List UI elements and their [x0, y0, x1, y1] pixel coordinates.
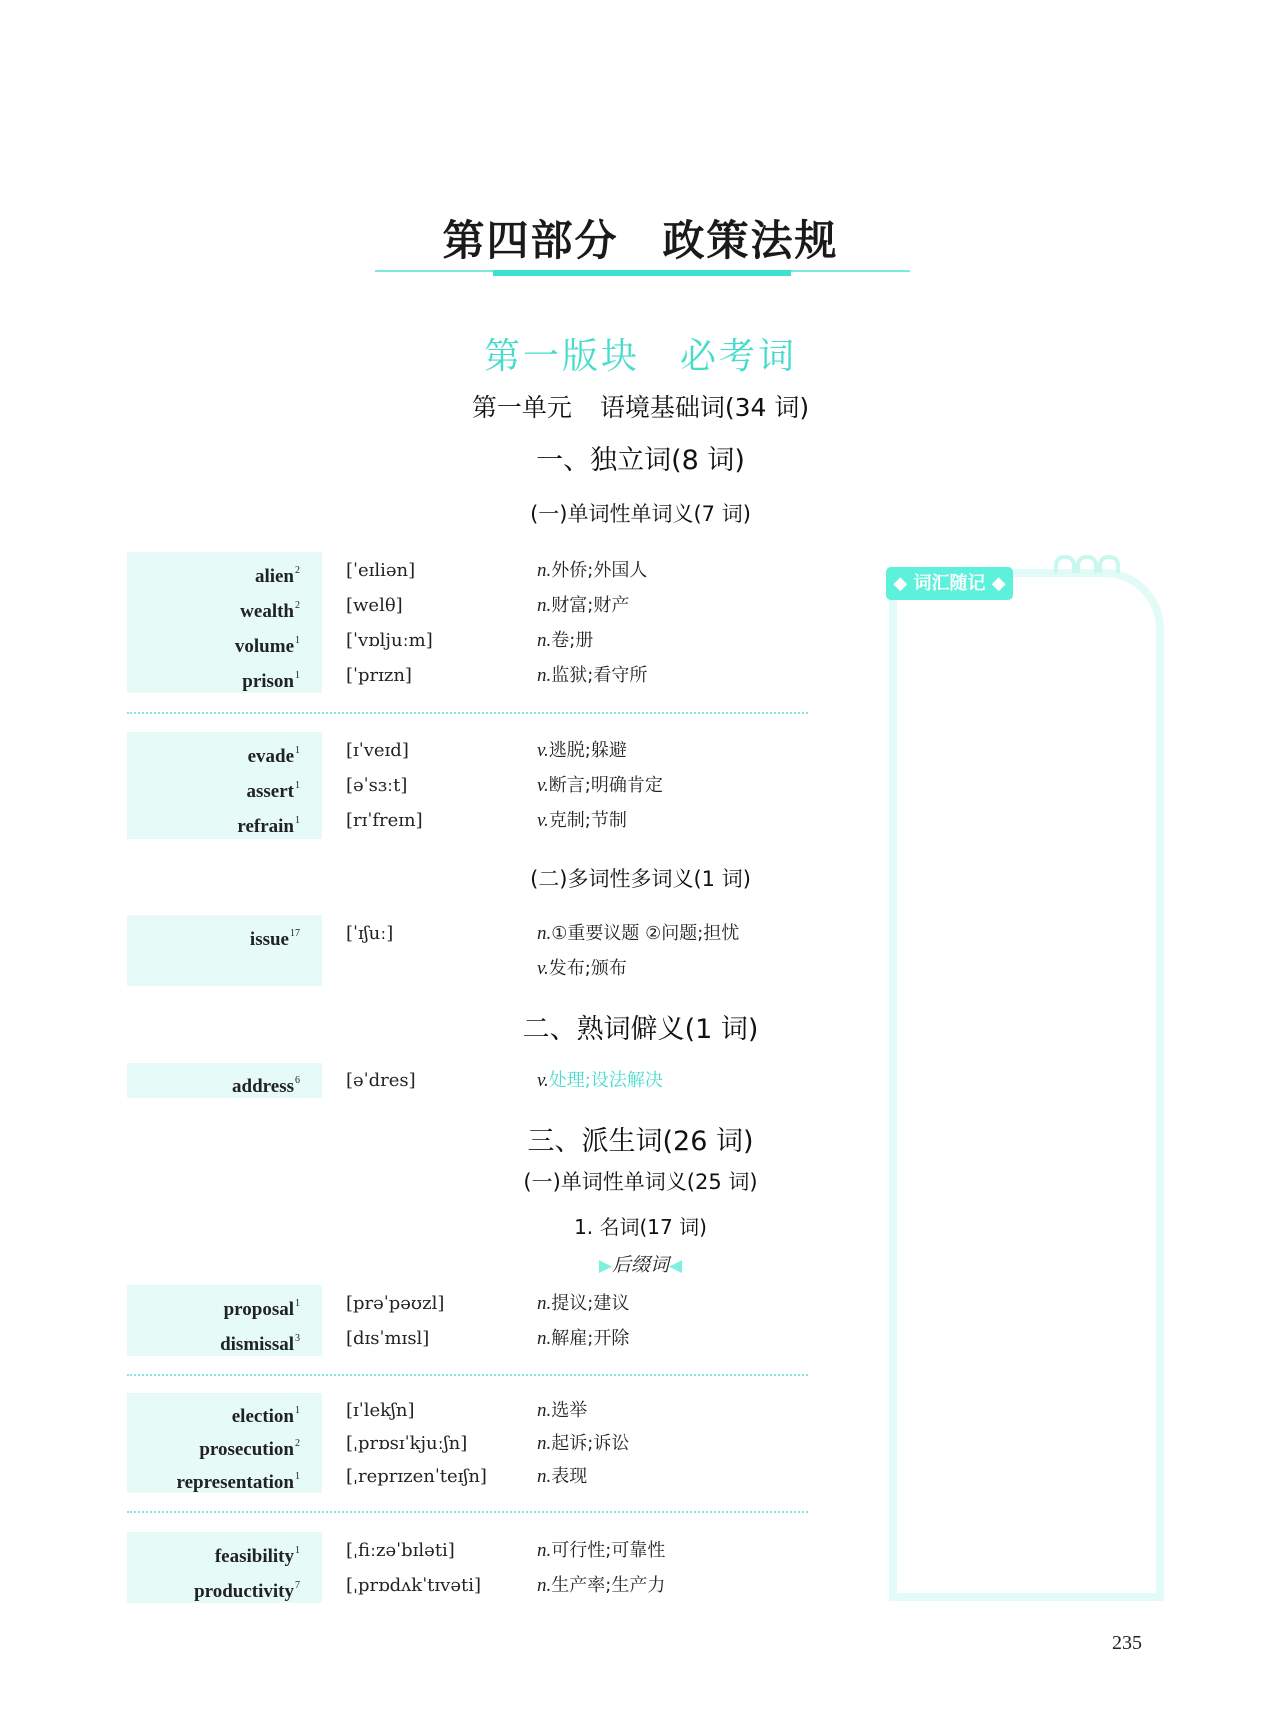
unit-title [0, 388, 1281, 424]
entry-word-text: wealth [240, 600, 294, 622]
meaning-text: 外侨;外国人 [551, 559, 648, 581]
suffix-label-text: 后缀词 [611, 1254, 669, 1276]
part-number: 第四部分 [442, 216, 619, 265]
group-divider [127, 1511, 808, 1513]
part-of-speech: n. [537, 1399, 552, 1421]
entry-word-text: feasibility [214, 1545, 294, 1567]
part-of-speech: n. [537, 1465, 552, 1487]
meaning-text: 起诉;诉讼 [551, 1432, 630, 1454]
entry-meaning [537, 916, 739, 951]
section-heading-derived: 三、派生词(26 词) [527, 1126, 754, 1157]
triangle-right-icon: ▶ [598, 1256, 612, 1276]
entry-word [242, 658, 300, 699]
meaning-text: 选举 [551, 1399, 588, 1421]
entry-meaning [537, 1568, 665, 1603]
section-heading-independent: 一、独立词(8 词) [536, 445, 745, 476]
entry-phonetic: [əˈsɜːt] [346, 775, 408, 796]
vocab-group [127, 1063, 827, 1098]
meaning-text: ①重要议题 ②问题;担忧 [551, 922, 740, 944]
meaning-text: 处理;设法解决 [548, 1070, 663, 1091]
part-title [0, 208, 1281, 268]
part-of-speech: v. [537, 740, 549, 761]
meaning-text: 卷;册 [551, 629, 594, 651]
entry-word-text: address [232, 1076, 294, 1097]
frequency-count: 2 [295, 564, 300, 576]
entry-meaning [537, 1321, 629, 1356]
entry-phonetic: [əˈdres] [346, 1070, 416, 1091]
entry-meaning [537, 803, 627, 838]
frequency-count: 3 [295, 1332, 300, 1344]
frequency-count: 1 [295, 634, 300, 646]
diamond-icon: ◆ [991, 573, 1006, 594]
part-of-speech: n. [537, 1539, 552, 1561]
entry-meaning [537, 1394, 587, 1427]
entry-word-text: prosecution [199, 1438, 294, 1460]
part-of-speech: n. [537, 922, 552, 944]
entry-phonetic: [prəˈpəʊzl] [346, 1292, 445, 1314]
entry-word-text: volume [234, 635, 294, 657]
entry-word-text: alien [254, 565, 294, 587]
meaning-text: 监狱;看守所 [551, 664, 648, 686]
meaning-text: 提议;建议 [551, 1292, 630, 1314]
frequency-count: 1 [295, 1470, 300, 1482]
entry-word [176, 1460, 300, 1499]
binder-ring-icon [1076, 555, 1098, 573]
entry-word-text: refrain [237, 816, 294, 837]
subsection-heading: (二)多词性多词义(1 词) [530, 867, 751, 891]
frequency-count: 2 [295, 1437, 300, 1449]
frequency-count: 1 [295, 669, 300, 681]
meaning-text: 逃脱;躲避 [548, 740, 627, 761]
entry-meaning [537, 1063, 663, 1098]
entry-phonetic: [ˈprɪzn] [346, 664, 412, 686]
vocab-group [127, 1393, 827, 1493]
subsection-heading: (一)单词性单词义(25 词) [523, 1170, 758, 1194]
binder-ring-icon [1054, 555, 1076, 573]
entry-word-text: election [231, 1405, 294, 1427]
frequency-count: 1 [295, 780, 300, 791]
vocab-group [127, 915, 827, 986]
entry-phonetic: [ˌreprɪzenˈteɪʃn] [346, 1465, 487, 1487]
frequency-count: 2 [295, 599, 300, 611]
part-of-speech: n. [537, 664, 552, 686]
meaning-text: 断言;明确肯定 [548, 775, 663, 796]
vocab-group [127, 1532, 827, 1603]
entry-meaning [537, 658, 647, 693]
entry-word-text: prison [242, 670, 294, 692]
group-divider [127, 1374, 808, 1376]
entry-phonetic: [ɪˈlekʃn] [346, 1399, 415, 1421]
part-of-speech: v. [537, 1070, 549, 1091]
entry-word-text: representation [176, 1471, 294, 1493]
meaning-text: 解雇;开除 [551, 1327, 630, 1349]
block-number: 第一版块 [483, 336, 640, 377]
entry-word [194, 1568, 300, 1609]
frequency-count: 1 [295, 745, 300, 756]
entry-word-text: assert [246, 781, 294, 802]
part-of-speech: n. [537, 1574, 552, 1596]
binder-ring-icon [1098, 555, 1120, 573]
entry-meaning [537, 733, 627, 768]
entry-word-text: productivity [194, 1580, 294, 1602]
section-heading-rare-meaning: 二、熟词僻义(1 词) [522, 1014, 759, 1045]
entry-word [237, 803, 300, 844]
entry-meaning [537, 623, 593, 658]
entry-meaning [537, 768, 663, 803]
entry-word-text: evade [247, 746, 294, 767]
entry-word-text: dismissal [220, 1333, 294, 1355]
entry-phonetic: [ˌprɒdʌkˈtɪvəti] [346, 1574, 481, 1596]
notes-panel[interactable] [889, 569, 1164, 1601]
entry-phonetic: [ˌprɒsɪˈkjuːʃn] [346, 1432, 468, 1454]
meaning-text: 克制;节制 [548, 810, 627, 831]
entry-meaning [537, 1533, 665, 1568]
entry-meaning [537, 1460, 587, 1493]
meaning-text: 财富;财产 [551, 594, 630, 616]
subsection-heading: (一)单词性单词义(7 词) [530, 502, 751, 526]
diamond-icon: ◆ [893, 573, 908, 594]
frequency-count: 1 [295, 1544, 300, 1556]
entry-phonetic: [ˌfiːzəˈbɪləti] [346, 1539, 455, 1561]
block-title [0, 328, 1281, 379]
entry-meaning [537, 951, 627, 986]
part-of-speech: n. [537, 1327, 552, 1349]
part-of-speech: n. [537, 1292, 552, 1314]
entry-phonetic: [ɪˈveɪd] [346, 740, 409, 761]
subsection-heading-nouns: 1. 名词(17 词) [574, 1215, 707, 1239]
vocab-group [127, 732, 827, 839]
meaning-text: 表现 [551, 1465, 588, 1487]
frequency-count: 1 [295, 1297, 300, 1309]
entry-phonetic: [ˈɪʃuː] [346, 922, 394, 944]
unit-name: 语境基础词(34 词) [599, 393, 810, 422]
title-underline-accent [493, 270, 791, 276]
frequency-count: 1 [295, 815, 300, 826]
notes-panel-label-text: 词汇随记 [913, 573, 986, 594]
frequency-count: 6 [295, 1075, 300, 1086]
page-number: 235 [1112, 1632, 1142, 1654]
part-of-speech: n. [537, 629, 552, 651]
entry-word-text: proposal [223, 1298, 294, 1320]
meaning-text: 生产率;生产力 [551, 1574, 666, 1596]
part-of-speech: v. [537, 810, 549, 831]
entry-word [232, 1063, 300, 1104]
frequency-count: 7 [295, 1579, 300, 1591]
unit-number: 第一单元 [471, 393, 572, 422]
part-of-speech: n. [537, 559, 552, 581]
entry-meaning [537, 553, 647, 588]
entry-phonetic: [welθ] [346, 594, 403, 616]
frequency-count: 1 [295, 1404, 300, 1416]
vocab-group [127, 552, 827, 693]
group-divider [127, 712, 808, 714]
entry-word-text: issue [249, 928, 289, 950]
notes-panel-label [886, 567, 1013, 600]
meaning-text: 可行性;可靠性 [551, 1539, 666, 1561]
entry-phonetic: [ˈvɒljuːm] [346, 629, 433, 651]
part-of-speech: n. [537, 594, 552, 616]
block-name: 必考词 [680, 336, 798, 377]
entry-word [250, 916, 300, 957]
entry-meaning [537, 1286, 629, 1321]
part-of-speech: v. [537, 775, 549, 796]
part-of-speech: n. [537, 1432, 552, 1454]
entry-phonetic: [ˈeɪliən] [346, 559, 416, 581]
entry-phonetic: [rɪˈfreɪn] [346, 810, 423, 831]
part-of-speech: v. [537, 957, 549, 979]
meaning-text: 发布;颁布 [548, 957, 627, 979]
entry-meaning [537, 588, 629, 623]
triangle-left-icon: ◀ [669, 1256, 683, 1276]
frequency-count: 17 [290, 927, 300, 939]
entry-phonetic: [dɪsˈmɪsl] [346, 1327, 430, 1349]
entry-meaning [537, 1427, 629, 1460]
part-name: 政策法规 [662, 216, 839, 265]
entry-word [220, 1321, 300, 1362]
vocab-group [127, 1285, 827, 1356]
